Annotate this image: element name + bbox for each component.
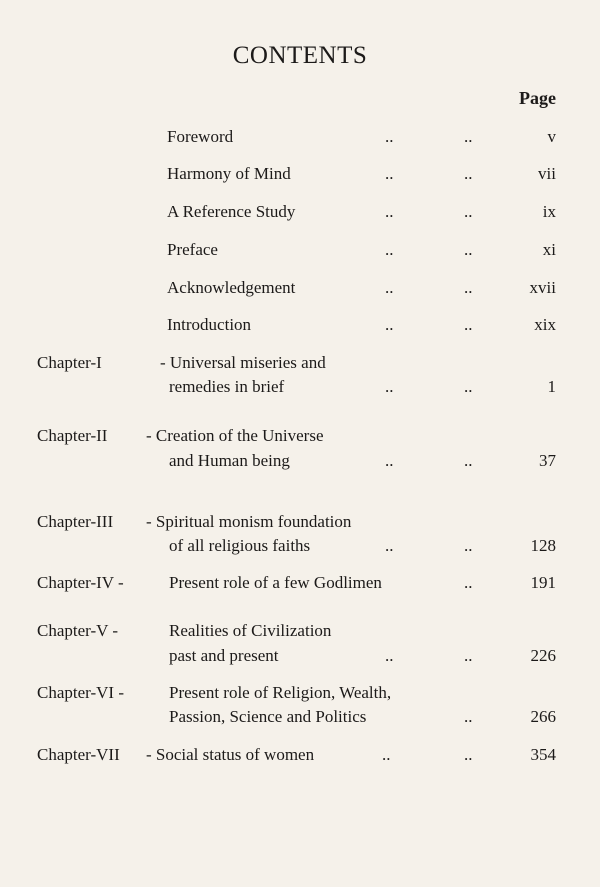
page-column-heading: Page: [519, 88, 556, 108]
dot-leader: ..: [464, 646, 473, 665]
chapter-label: Chapter-IV -: [37, 573, 124, 592]
chapter-label: Chapter-VI -: [37, 683, 124, 702]
dot-leader: ..: [385, 202, 394, 221]
chapter-label: Chapter-VII: [37, 745, 120, 764]
chapter-title: - Spiritual monism foundation: [146, 512, 352, 531]
chapter-label: Chapter-III: [37, 512, 114, 531]
dot-leader: ..: [464, 164, 473, 183]
toc-entry-title: Preface: [167, 240, 218, 259]
dot-leader: ..: [464, 240, 473, 259]
dot-leader: ..: [464, 377, 473, 396]
dot-leader: ..: [385, 315, 394, 334]
toc-page-number: 226: [530, 646, 556, 665]
dot-leader: ..: [385, 240, 394, 259]
toc-page-number: 128: [530, 536, 556, 555]
chapter-title-cont: and Human being: [169, 451, 290, 470]
toc-page-number: 266: [530, 707, 556, 726]
toc-page-number: 1: [547, 377, 556, 396]
page-title: CONTENTS: [232, 42, 368, 69]
toc-page-number: ix: [542, 202, 556, 221]
dot-leader: ..: [464, 745, 473, 764]
chapter-title: Present role of a few Godlimen: [169, 573, 382, 592]
toc-page-number: xvii: [529, 278, 556, 297]
toc-page-number: v: [547, 127, 556, 146]
toc-page-number: 354: [530, 745, 556, 764]
dot-leader: ..: [385, 451, 394, 470]
dot-leader: ..: [464, 278, 473, 297]
dot-leader: ..: [464, 707, 473, 726]
chapter-title-cont: remedies in brief: [169, 377, 285, 396]
dot-leader: ..: [385, 377, 394, 396]
toc-entry-title: A Reference Study: [167, 202, 296, 221]
toc-entry-title: Foreword: [167, 127, 234, 146]
dot-leader: ..: [385, 646, 394, 665]
chapter-title-cont: past and present: [169, 646, 279, 665]
toc-page-number: 37: [539, 451, 556, 470]
toc-page-number: vii: [538, 164, 556, 183]
dot-leader: ..: [385, 127, 394, 146]
dot-leader: ..: [464, 202, 473, 221]
toc-entry-title: Introduction: [167, 315, 252, 334]
chapter-title: - Universal miseries and: [160, 353, 326, 372]
dot-leader: ..: [464, 573, 473, 592]
chapter-title-cont: of all religious faiths: [169, 536, 311, 555]
chapter-title: Present role of Religion, Wealth,: [169, 683, 392, 702]
dot-leader: ..: [385, 164, 394, 183]
chapter-title: - Social status of women: [146, 745, 315, 764]
chapter-label: Chapter-II: [37, 426, 108, 445]
chapter-title: - Creation of the Universe: [146, 426, 324, 445]
toc-entry-title: Acknowledgement: [167, 278, 296, 297]
dot-leader: ..: [385, 278, 394, 297]
toc-entry-title: Harmony of Mind: [167, 164, 291, 183]
chapter-title: Realities of Civilization: [169, 621, 332, 640]
chapter-label: Chapter-V -: [37, 621, 119, 640]
chapter-label: Chapter-I: [37, 353, 102, 372]
toc-page-number: 191: [530, 573, 556, 592]
chapter-title-cont: Passion, Science and Politics: [169, 707, 367, 726]
dot-leader: ..: [385, 536, 394, 555]
toc-page-number: xix: [534, 315, 556, 334]
dot-leader: ..: [382, 745, 391, 764]
dot-leader: ..: [464, 315, 473, 334]
dot-leader: ..: [464, 127, 473, 146]
toc-page-number: xi: [542, 240, 556, 259]
dot-leader: ..: [464, 451, 473, 470]
dot-leader: ..: [464, 536, 473, 555]
